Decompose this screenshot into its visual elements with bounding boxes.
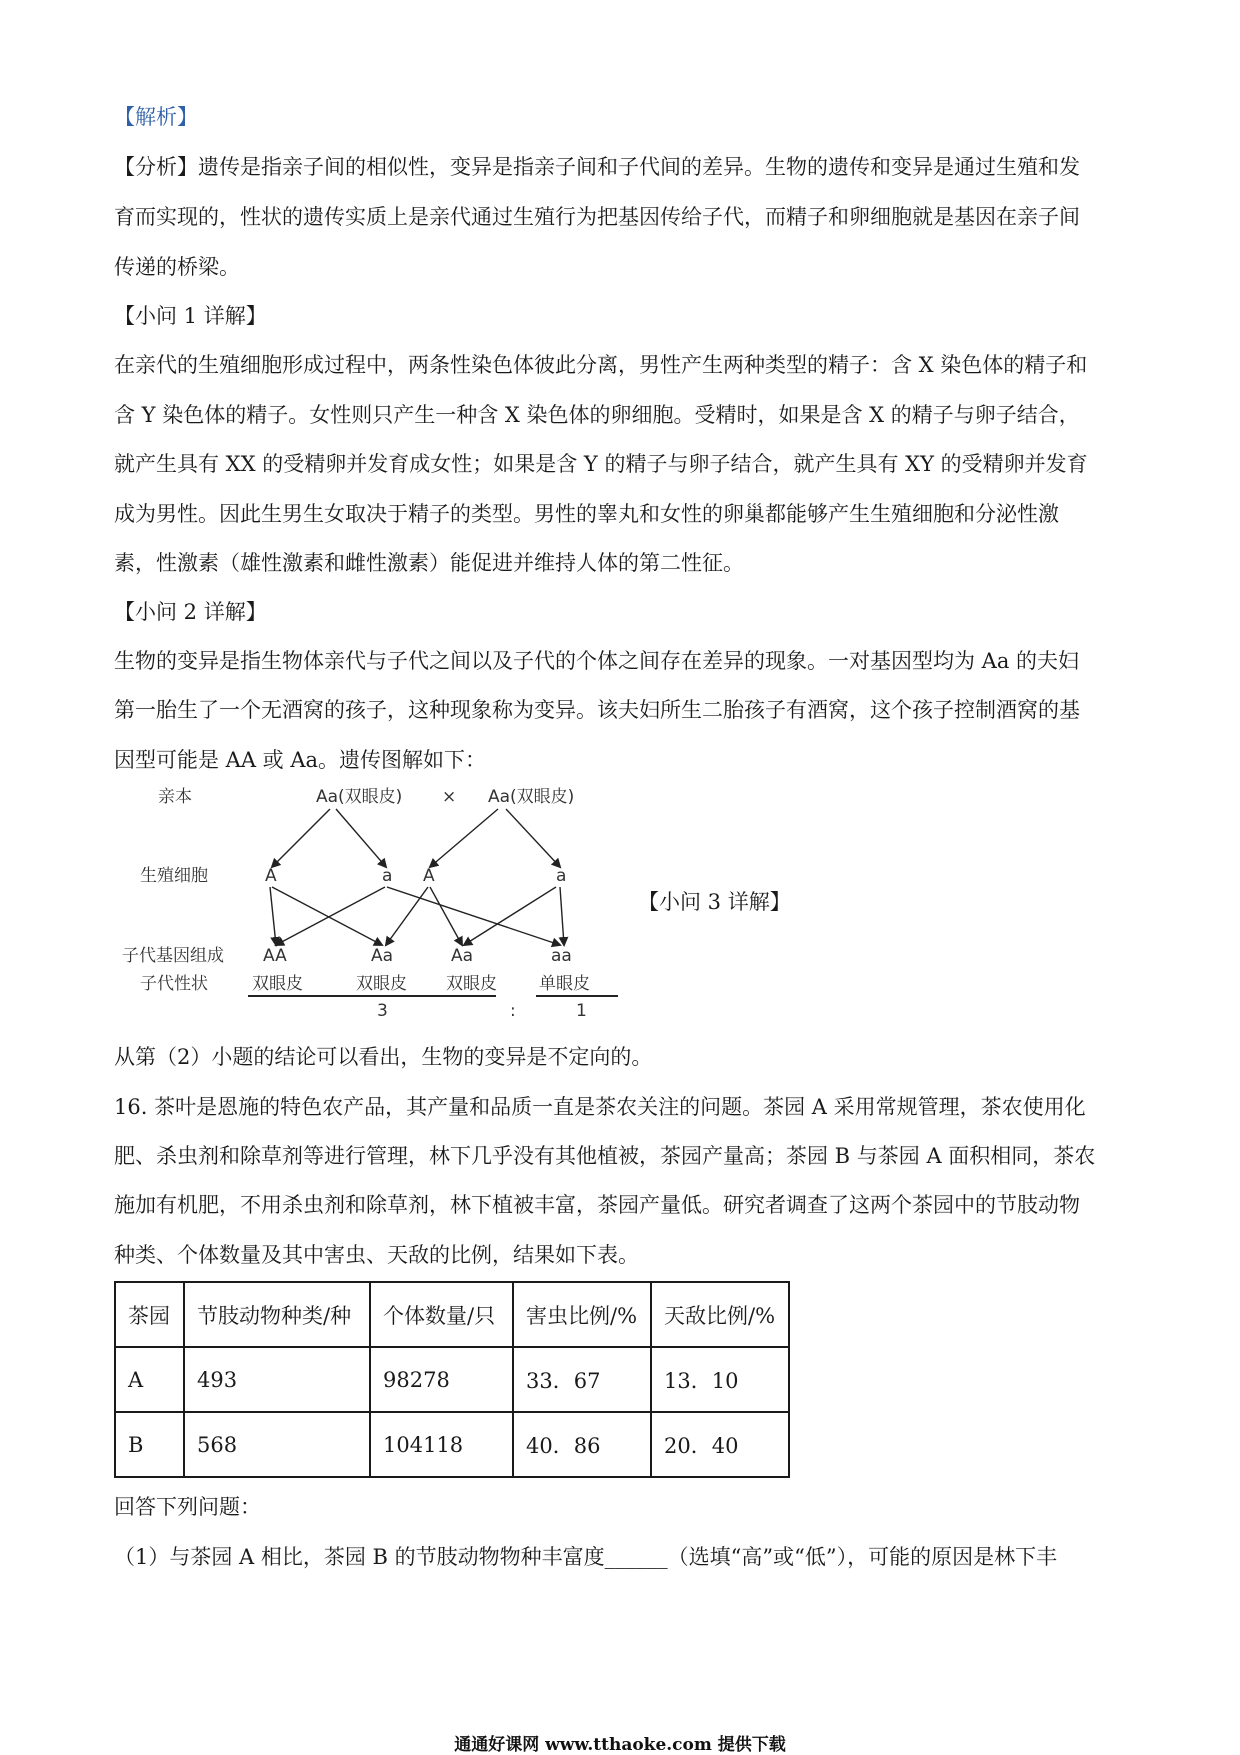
- q3-paragraph-line: 从第（2）小题的结论可以看出，生物的变异是不定向的。: [114, 1045, 653, 1069]
- arrow-parent2-gamete-a: [506, 809, 560, 867]
- genotype-label: aa: [551, 946, 572, 966]
- q1-heading: 【小问 1 详解】: [114, 304, 267, 328]
- cross-symbol: ×: [442, 787, 457, 807]
- parent1-label: Aa(双眼皮): [316, 787, 403, 807]
- gamete-label: a: [382, 866, 393, 886]
- q1-paragraph-line: 就产生具有 XX 的受精卵并发育成女性；如果是含 Y 的精子与卵子结合，就产生具有 XY 的受精卵并发育: [114, 452, 1088, 476]
- q1-paragraph-line: 成为男性。因此生男生女取决于精子的类型。男性的睾丸和女性的卵巢都能够产生生殖细胞和分泌性激: [114, 502, 1059, 526]
- genotype-label: AA: [263, 946, 287, 966]
- q16-sub1: （1）与茶园 A 相比，茶园 B 的节肢动物物种丰富度______（选填“高”或“低”），可能的原因是林下丰: [114, 1545, 1058, 1569]
- table-cell: 493: [184, 1347, 370, 1412]
- arrow-parent2-gamete-A: [430, 809, 498, 867]
- arrow-parent1-gamete-a: [336, 809, 386, 867]
- table-cell: A: [115, 1347, 184, 1412]
- arrow-a2-to-aa: [560, 887, 564, 945]
- table-header-cell: 节肢动物种类/种: [184, 1282, 370, 1347]
- table-cell: 20．40: [651, 1412, 789, 1477]
- arrow-A2-to-Aa: [386, 887, 428, 945]
- arrow-A2-to-Aa2: [430, 887, 462, 945]
- table-cell: B: [115, 1412, 184, 1477]
- parent2-label: Aa(双眼皮): [488, 787, 575, 807]
- arthropod-table: [114, 1281, 790, 1478]
- trait-label: 双眼皮: [252, 974, 303, 994]
- arrow-A-to-AA: [270, 887, 276, 945]
- table-header-row: [115, 1282, 789, 1347]
- gamete-label: a: [556, 866, 567, 886]
- q1-paragraph-line: 含 Y 染色体的精子。女性则只产生一种含 X 染色体的卵细胞。受精时，如果是含 X 的精子与卵子结合，: [114, 403, 1080, 427]
- q3-heading: 【小问 3 详解】: [638, 890, 791, 914]
- gamete-label: A: [423, 866, 435, 886]
- arrow-A-to-Aa: [272, 887, 382, 945]
- table-header-cell: 害虫比例/%: [513, 1282, 651, 1347]
- genetic-diagram-svg: [100, 775, 620, 1030]
- table-row: [115, 1347, 789, 1412]
- page-footer: 通通好课网 www.tthaoke.com 提供下载: [454, 1735, 786, 1755]
- ratio-separator: :: [510, 1001, 516, 1021]
- genotype-label: Aa: [371, 946, 394, 966]
- q2-paragraph-line: 生物的变异是指生物体亲代与子代之间以及子代的个体之间存在差异的现象。一对基因型均为 Aa 的夫妇: [114, 649, 1080, 673]
- arrow-a2-to-Aa2: [464, 887, 556, 945]
- analysis-heading: 【解析】: [114, 105, 198, 129]
- table-cell: 98278: [370, 1347, 513, 1412]
- analysis-paragraph-line: 传递的桥梁。: [114, 255, 240, 279]
- table-cell: 33．67: [513, 1347, 651, 1412]
- analysis-paragraph-line: 【分析】遗传是指亲子间的相似性，变异是指亲子间和子代间的差异。生物的遗传和变异是通过生殖和发: [114, 155, 1080, 179]
- answer-intro: 回答下列问题：: [114, 1495, 261, 1519]
- genetic-diagram: [100, 775, 620, 1030]
- q2-heading: 【小问 2 详解】: [114, 600, 267, 624]
- q16-paragraph-line: 种类、个体数量及其中害虫、天敌的比例，结果如下表。: [114, 1243, 639, 1267]
- trait-label: 双眼皮: [356, 974, 407, 994]
- table-header-cell: 天敌比例/%: [651, 1282, 789, 1347]
- ratio-left: 3: [377, 1001, 388, 1021]
- analysis-paragraph-line: 育而实现的，性状的遗传实质上是亲代通过生殖行为把基因传给子代，而精子和卵细胞就是基因在亲子间: [114, 205, 1080, 229]
- trait-label: 单眼皮: [539, 974, 590, 994]
- row-label-traits: 子代性状: [140, 974, 208, 994]
- table-row: [115, 1412, 789, 1477]
- row-label-parents: 亲本: [158, 787, 192, 807]
- genotype-label: Aa: [451, 946, 474, 966]
- table-cell: 40．86: [513, 1412, 651, 1477]
- table-cell: 13．10: [651, 1347, 789, 1412]
- q1-paragraph-line: 在亲代的生殖细胞形成过程中，两条性染色体彼此分离，男性产生两种类型的精子：含 X 染色体的精子和: [114, 353, 1088, 377]
- q1-paragraph-line: 素，性激素（雄性激素和雌性激素）能促进并维持人体的第二性征。: [114, 551, 744, 575]
- arrow-a-to-AA: [276, 887, 385, 945]
- table-cell: 568: [184, 1412, 370, 1477]
- q16-paragraph-line: 肥、杀虫剂和除草剂等进行管理，林下几乎没有其他植被，茶园产量高；茶园 B 与茶园 A 面积相同，茶农: [114, 1144, 1096, 1168]
- q2-paragraph-line: 第一胎生了一个无酒窝的孩子，这种现象称为变异。该夫妇所生二胎孩子有酒窝，这个孩子控制酒窝的基: [114, 698, 1080, 722]
- row-label-gametes: 生殖细胞: [140, 866, 208, 886]
- ratio-right: 1: [576, 1001, 587, 1021]
- table-header-cell: 茶园: [115, 1282, 184, 1347]
- arrow-a-to-aa: [387, 887, 560, 945]
- gamete-label: A: [265, 866, 277, 886]
- table-header-cell: 个体数量/只: [370, 1282, 513, 1347]
- trait-label: 双眼皮: [446, 974, 497, 994]
- q16-paragraph-line: 16. 茶叶是恩施的特色农产品，其产量和品质一直是茶农关注的问题。茶园 A 采用常规管理，茶农使用化: [114, 1095, 1086, 1119]
- arrow-parent1-gamete-A: [272, 809, 330, 867]
- table-cell: 104118: [370, 1412, 513, 1477]
- q16-paragraph-line: 施加有机肥，不用杀虫剂和除草剂，林下植被丰富，茶园产量低。研究者调查了这两个茶园中的节肢动物: [114, 1193, 1080, 1217]
- row-label-genotypes: 子代基因组成: [122, 946, 224, 966]
- q2-paragraph-line: 因型可能是 AA 或 Aa。遗传图解如下：: [114, 748, 487, 772]
